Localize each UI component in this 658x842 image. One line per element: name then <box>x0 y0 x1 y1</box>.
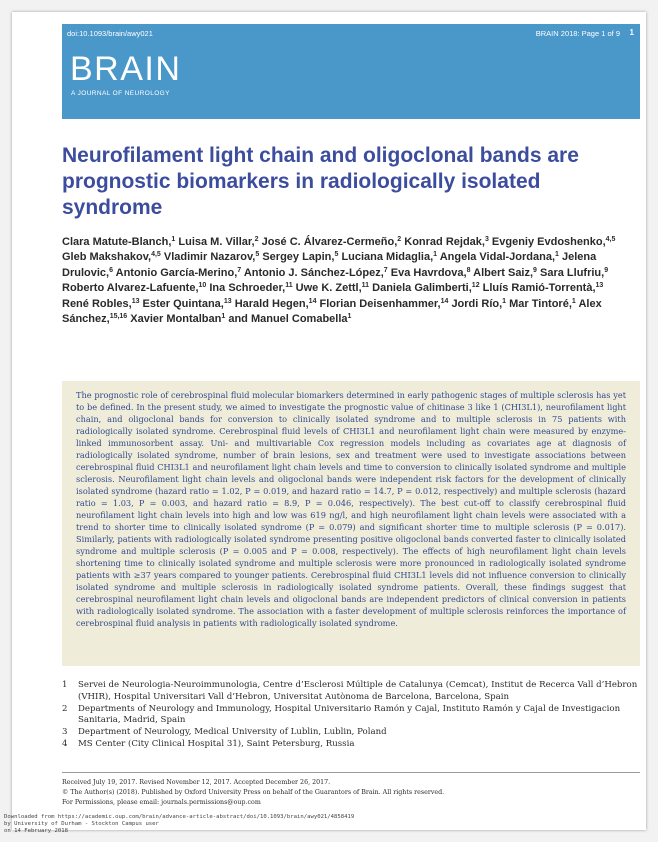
author-name: René Robles, <box>62 297 132 310</box>
affiliation-number: 1 <box>62 680 68 690</box>
author-affiliation-marker: 13 <box>595 282 604 290</box>
download-footer <box>4 814 354 835</box>
journal-logo: BRAIN <box>70 50 182 88</box>
author-affiliation-marker: 6 <box>109 266 113 274</box>
author-affiliation-marker: 1 <box>221 313 226 321</box>
author-affiliation-marker: 13 <box>131 297 140 305</box>
author-name: Mar Tintoré, <box>509 297 572 310</box>
author-name: Ina Schroeder, <box>209 282 286 295</box>
copyright-notice: © The Author(s) (2018). Published by Oxford University Press on behalf of the Guarantors of Brain. All rights reserved. <box>62 789 445 796</box>
author-affiliation-marker: 1 <box>502 297 507 305</box>
download-line-1[interactable]: Downloaded from https://academic.oup.com/brain/advance-article-abstract/doi/10.1093/brain/awy021/4858419 <box>4 814 355 820</box>
author-affiliation-marker: 2 <box>254 236 259 243</box>
author-affiliation-marker: 7 <box>383 266 388 274</box>
page-info: BRAIN 2018: Page 1 of 9 <box>535 29 620 38</box>
author-affiliation-marker: 9 <box>533 266 537 274</box>
affiliation-text: Departments of Neurology and Immunology, Hospital Universitario Ramón y Cajal, Instituto Ramón y Cajal de Investigacion Sanitaria, Madrid, Spain <box>78 703 621 726</box>
author-affiliation-marker: 11 <box>285 282 293 290</box>
author-name: Uwe K. Zettl, <box>295 282 362 295</box>
author-name: Vladimir Nazarov, <box>163 251 256 264</box>
author-name: Sergey Lapin, <box>262 251 335 264</box>
author-name: and Manuel Comabella <box>228 313 348 326</box>
author-affiliation-marker: 1 <box>433 251 438 259</box>
author-name: Gleb Makshakov, <box>62 251 152 264</box>
received-dates: Received July 19, 2017. Revised November 12, 2017. Accepted December 26, 2017. <box>62 779 331 786</box>
author-name: Evgeniy Evdoshenko, <box>491 236 606 248</box>
page-number: 1 <box>629 28 634 37</box>
affiliation-number: 4 <box>62 738 68 749</box>
author-name: José C. Álvarez-Cermeño, <box>261 236 398 248</box>
journal-tagline: A JOURNAL OF NEUROLOGY <box>71 90 170 97</box>
article-page <box>12 12 646 830</box>
affiliation-item <box>62 680 640 704</box>
download-line-3: on 14 February 2018 <box>4 828 68 834</box>
author-name: Sara Llufriu, <box>540 266 605 279</box>
affiliation-item <box>62 739 640 751</box>
affiliation-list <box>62 680 640 751</box>
author-name: Ester Quintana, <box>142 297 224 310</box>
author-affiliation-marker: 13 <box>223 297 232 305</box>
author-name: Lluís Ramió-Torrentà, <box>482 282 596 295</box>
author-name: Antonio J. Sánchez-López, <box>243 266 384 279</box>
affiliation-number: 2 <box>62 703 68 714</box>
author-name: Eva Havrdova, <box>390 266 467 279</box>
author-affiliation-marker: 5 <box>255 251 260 259</box>
author-name: Albert Saiz, <box>473 266 534 279</box>
author-affiliation-marker: 5 <box>334 251 339 259</box>
download-line-2: by University of Durham - Stockton Campus user <box>4 821 159 827</box>
article-dates <box>62 778 640 808</box>
author-affiliation-marker: 11 <box>361 282 370 290</box>
author-affiliation-marker: 8 <box>466 266 471 274</box>
author-name: Xavier Montalban <box>130 313 222 326</box>
author-name: Jelena Drulovic, <box>62 251 597 279</box>
journal-banner <box>62 24 640 119</box>
author-name: Florian Deisenhammer, <box>319 297 441 310</box>
abstract-text: The prognostic role of cerebrospinal fluid molecular biomarkers determined in early pathogenic stages of multiple sclerosis has yet to be defined. In the present study, we aimed to investigate the prognostic value of chitinase 3 like 1 (CHI3L1), neurofilament light chain, and oligoclonal bands for conversion to clinically isolated syndrome and to multiple sclerosis in 75 patients with radiologically isolated syndrome. Cerebrospinal fluid levels of CHI3L1 and neurofilament light chain were measured by enzyme-linked immunosorbent assay. Uni- and multivariable Cox regression models including as covariates age at diagnosis of radiologically isolated syndrome, number of brain lesions, sex and treatment were used to investigate associations between cerebrospinal fluid CHI3L1 and neurofilament light chain levels and time to conversion to clinically isolated syndrome and multiple sclerosis. Neurofilament light chain levels and oligoclonal bands were independent risk factors for the development of clinically isolated syndrome (hazard ratio = 1.02, P = 0.019, and hazard ratio = 14.7, P = 0.012, respectively) and multiple sclerosis (hazard ratio = 1.03, P = 0.003, and hazard ratio = 8.9, P = 0.046, respectively). The best cut-off to classify cerebrospinal fluid neurofilament light chain levels into high and low was 619 ng/l, and high neurofilament light chain levels were associated with a trend to shorter time to clinically isolated syndrome (P = 0.079) and significant shorter time to multiple sclerosis (P = 0.017). Similarly, patients with radiologically isolated syndrome presenting positive oligoclonal bands converted faster to clinically isolated syndrome and multiple sclerosis (P = 0.005 and P = 0.008, respectively). The effects of high neurofilament light chain levels shortening time to clinically isolated syndrome and multiple sclerosis were more pronounced in radiologically isolated syndrome patients with ≥37 years compared to younger patients. Cerebrospinal fluid CHI3L1 levels did not influence conversion to clinically isolated syndrome and multiple sclerosis in radiologically isolated syndrome patients. Overall, these findings suggest that cerebrospinal neurofilament light chain levels and oligoclonal bands are independent predictors of clinical conversion in patients with radiologically isolated syndrome. The association with a faster development of multiple sclerosis reinforces the importance of cerebrospinal fluid analysis in patients with radiologically isolated syndrome. <box>76 390 626 628</box>
author-name: Daniela Galimberti, <box>372 282 472 295</box>
doi-text[interactable]: doi:10.1093/brain/awy021 <box>67 29 153 38</box>
author-affiliation-marker: 3 <box>484 236 489 243</box>
author-affiliation-marker: 12 <box>471 282 480 290</box>
author-affiliation-marker: 4,5 <box>605 236 616 243</box>
affiliation-text: Department of Neurology, Medical University of Lublin, Lublin, Poland <box>78 727 387 738</box>
author-name: Roberto Alvarez-Lafuente, <box>62 282 199 295</box>
article-title: Neurofilament light chain and oligoclonal bands are prognostic biomarkers in radiologically isolated syndrome <box>62 144 579 219</box>
abstract-box <box>62 381 640 666</box>
affiliation-item <box>62 704 640 728</box>
author-name: Luciana Midaglia, <box>341 251 434 264</box>
divider <box>62 772 640 773</box>
affiliation-text: Servei de Neurologia-Neuroimmunologia, Centre d’Esclerosi Múltiple de Catalunya (Cemcat), Institut de Recerca Vall d’Hebron (VHIR), Hospital Universitari Vall d’Hebron, Universitat Autònoma de Barcelona, Barcelona, Spain <box>78 680 638 702</box>
author-affiliation-marker: 4,5 <box>151 251 161 259</box>
author-affiliation-marker: 15,16 <box>109 313 128 321</box>
author-affiliation-marker: 10 <box>198 282 207 290</box>
author-affiliation-marker: 9 <box>604 266 609 274</box>
author-name: Konrad Rejdak, <box>404 236 485 248</box>
author-name: Luisa M. Villar, <box>178 236 255 248</box>
affiliation-item <box>62 727 640 739</box>
author-affiliation-marker: 1 <box>171 236 176 243</box>
author-affiliation-marker: 14 <box>440 297 449 305</box>
author-affiliation-marker: 7 <box>237 266 242 274</box>
author-name: Antonio García-Merino, <box>115 266 238 279</box>
author-affiliation-marker: 14 <box>308 297 317 305</box>
author-affiliation-marker: 1 <box>571 297 576 305</box>
affiliation-number: 3 <box>62 727 68 738</box>
author-affiliation-marker: 1 <box>555 251 559 259</box>
author-name: Angela Vidal-Jordana, <box>439 251 556 264</box>
author-affiliation-marker: 2 <box>397 236 402 243</box>
author-name: Harald Hegen, <box>234 297 309 310</box>
permissions-notice[interactable]: For Permissions, please email: journals.permissions@oup.com <box>62 799 261 806</box>
author-name: Jordi Río, <box>451 297 503 310</box>
author-affiliation-marker: 1 <box>347 313 352 321</box>
author-name: Clara Matute-Blanch, <box>62 236 172 248</box>
affiliation-text: MS Center (City Clinical Hospital 31), Saint Petersburg, Russia <box>78 738 355 749</box>
author-list <box>62 235 622 327</box>
author-name: Alex Sánchez, <box>62 297 602 326</box>
